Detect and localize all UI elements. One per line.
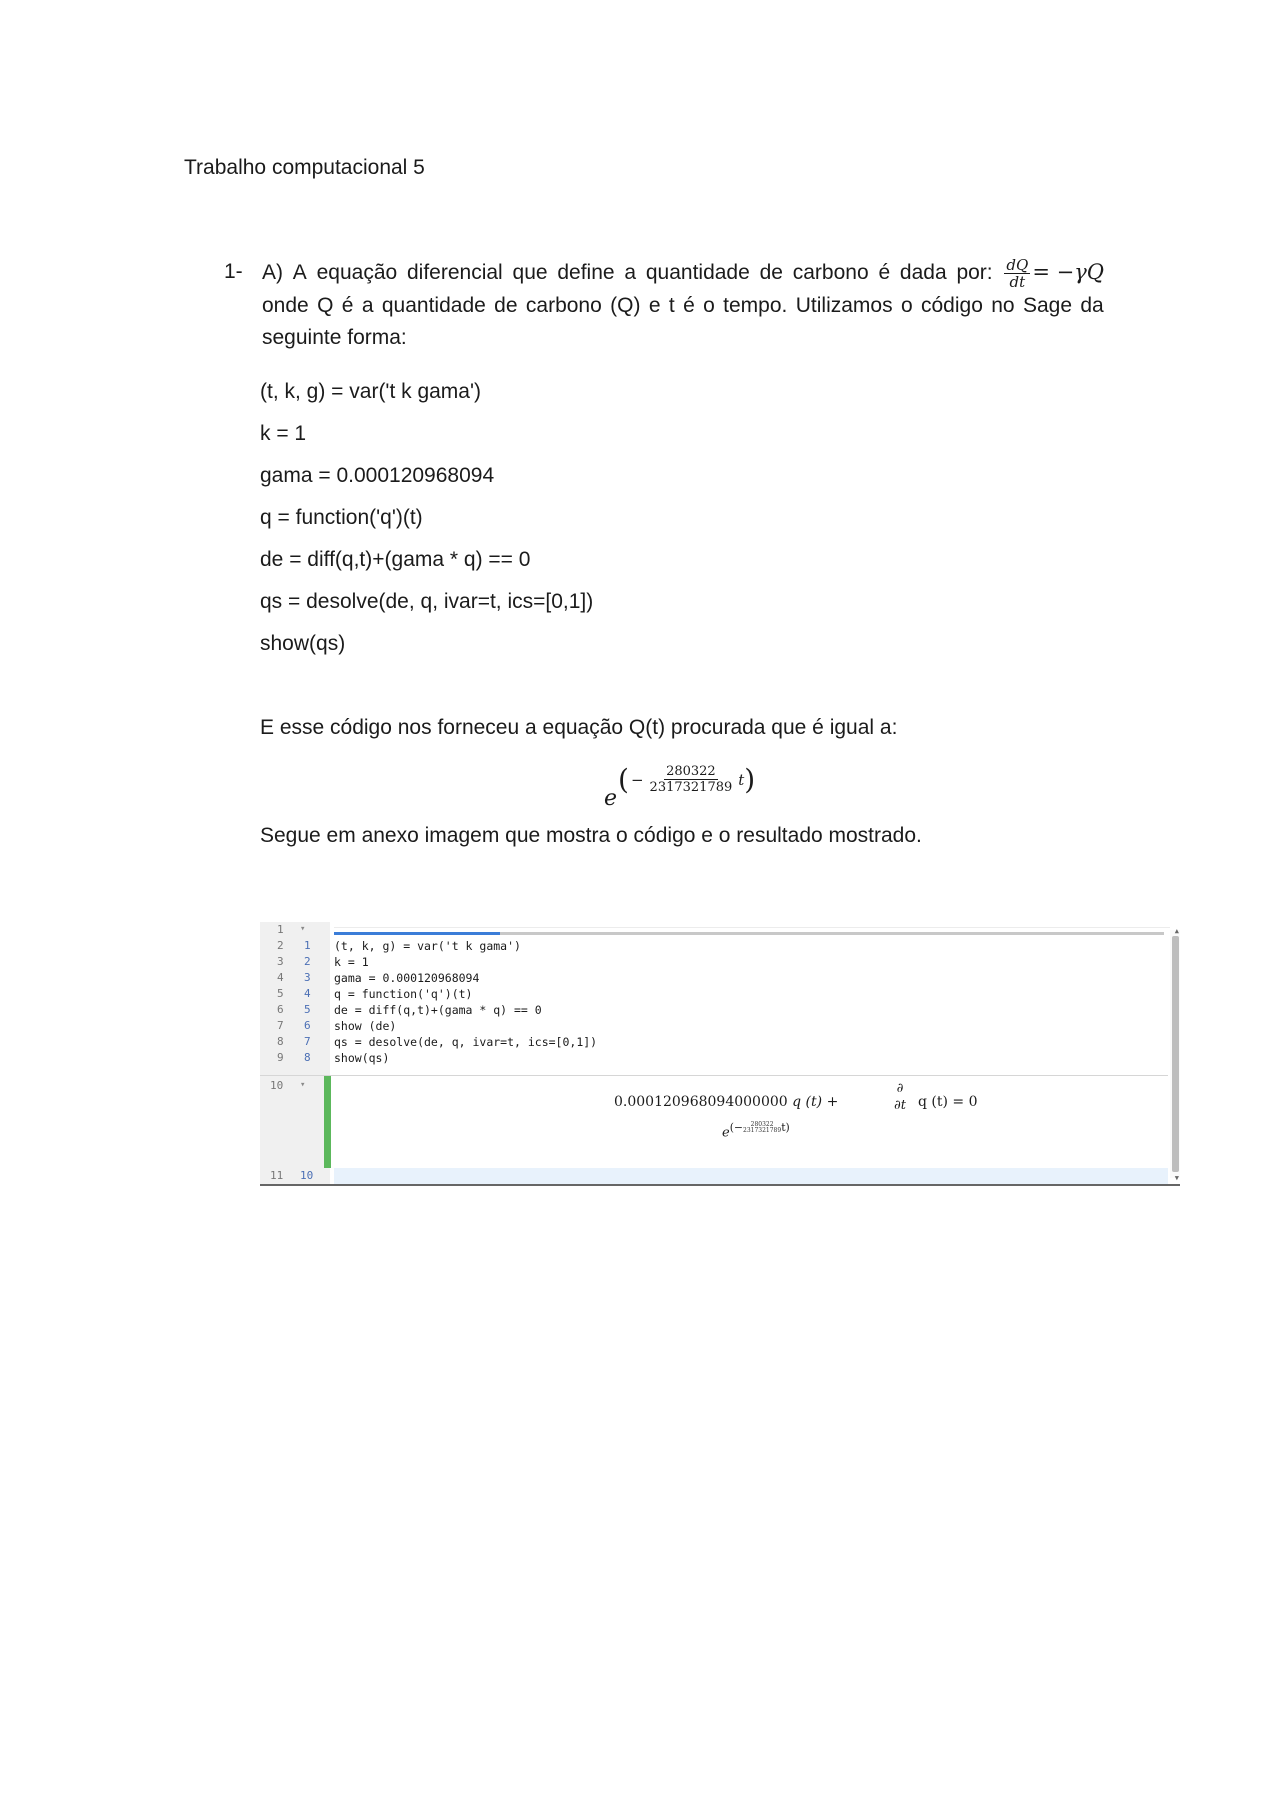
- code-line: show(qs): [260, 632, 346, 655]
- paragraph-word: quantidade: [645, 261, 750, 284]
- result-equation: [604, 764, 755, 811]
- paragraph-word: (Q): [610, 293, 641, 317]
- paragraph-word: o: [703, 293, 715, 317]
- output-fraction: 280322 2317321789: [743, 1121, 782, 1134]
- code-line: q = function('q')(t): [260, 506, 423, 529]
- paragraph-word: dada: [899, 261, 947, 284]
- output-equation-1: 0.000120968094000000 q (t) +: [614, 1094, 839, 1110]
- line-number: 6: [277, 1003, 284, 1016]
- ode-rhs: = −γQ: [1032, 260, 1104, 284]
- progress-fill: [334, 932, 500, 935]
- source-line-number: 2: [304, 955, 311, 968]
- paragraph-word: carbono: [525, 293, 602, 317]
- editor-code-line[interactable]: gama = 0.000120968094: [334, 971, 480, 985]
- paragraph-word: Sage: [1022, 293, 1073, 317]
- line-number: 3: [277, 955, 284, 968]
- ode-denominator: dt: [1009, 272, 1026, 291]
- source-line-number: 8: [304, 1051, 311, 1064]
- line-number: 10: [270, 1079, 284, 1092]
- line-number: 1: [277, 923, 284, 936]
- paragraph-word: diferencial: [406, 261, 503, 284]
- fold-marker-icon[interactable]: ▾: [300, 924, 306, 934]
- paragraph-word: é: [341, 293, 354, 317]
- paragraph-word: t: [668, 293, 675, 317]
- line-number: 7: [277, 1019, 284, 1032]
- editor-code-line[interactable]: q = function('q')(t): [334, 987, 473, 1001]
- editor-code-line[interactable]: (t, k, g) = var('t k gama'): [334, 939, 521, 953]
- scroll-down-icon[interactable]: ▼: [1174, 1174, 1179, 1182]
- source-line-number: 4: [304, 987, 311, 1000]
- editor-code-line[interactable]: k = 1: [334, 955, 369, 969]
- paragraph-word: a: [624, 261, 637, 284]
- line-number: 5: [277, 987, 284, 1000]
- paragraph-word: código: [921, 293, 983, 317]
- partial-derivative: ∂ ∂t: [894, 1081, 906, 1113]
- line-number: 11: [270, 1169, 284, 1182]
- result-base: e: [604, 786, 618, 811]
- paragraph-line-1: [262, 256, 1104, 290]
- paragraph-word: que: [512, 261, 548, 284]
- editor-code-line[interactable]: de = diff(q,t)+(gama * q) == 0: [334, 1003, 542, 1017]
- paragraph-word: é: [683, 293, 695, 317]
- line-number: 4: [277, 971, 284, 984]
- output-area: [334, 1076, 1168, 1168]
- line-number: 9: [277, 1051, 284, 1064]
- paragraph-word: define: [557, 261, 615, 284]
- paragraph-word: no: [991, 293, 1015, 317]
- paragraph-word: carbono: [792, 261, 869, 284]
- code-line: qs = desolve(de, q, ivar=t, ics=[0,1]): [260, 590, 594, 613]
- scroll-up-icon[interactable]: ▲: [1174, 927, 1179, 935]
- item-body: [262, 256, 1104, 354]
- paragraph-word: quantidade: [381, 293, 486, 317]
- paragraph-word: a: [361, 293, 374, 317]
- line-number: 8: [277, 1035, 284, 1048]
- document-title: Trabalho computacional 5: [184, 156, 425, 179]
- result-fraction: $\frac{280322}{2317321789}$: [649, 764, 733, 795]
- paragraph-word: da: [1080, 293, 1104, 317]
- source-line-number: 7: [304, 1035, 311, 1048]
- scrollbar-thumb[interactable]: [1172, 936, 1179, 1172]
- editor-code-line[interactable]: show(qs): [334, 1051, 390, 1065]
- item-number: 1-: [224, 260, 243, 283]
- paragraph-word: é: [878, 261, 891, 284]
- paragraph-word: o: [900, 293, 913, 317]
- source-line-number: 1: [304, 939, 311, 952]
- paragraph-word: de: [759, 261, 783, 284]
- ode-expression: [1002, 256, 1104, 290]
- sage-editor-screenshot: [260, 922, 1180, 1186]
- paragraph-word: Utilizamos: [795, 293, 893, 317]
- source-line-number: 5: [304, 1003, 311, 1016]
- output-equation-1-rhs: q (t) = 0: [918, 1094, 978, 1110]
- paragraph-word: A): [262, 261, 283, 284]
- source-line-number: 6: [304, 1019, 311, 1032]
- source-line-number: 3: [304, 971, 311, 984]
- result-var: t: [738, 770, 745, 789]
- output-equation-2: $e^{(- 280322 2317321789t)}$: [722, 1121, 790, 1141]
- line-gutter: [260, 922, 330, 1184]
- paragraph-word: Q: [317, 293, 334, 317]
- paragraph-word: equação: [316, 261, 398, 284]
- fold-marker-icon[interactable]: ▾: [300, 1080, 306, 1090]
- code-line: de = diff(q,t)+(gama * q) == 0: [260, 548, 531, 571]
- code-line: (t, k, g) = var('t k gama'): [260, 380, 481, 403]
- ode-fraction: [1004, 257, 1030, 290]
- result-exponent: ( − $\frac{280322}{2317321789}$ t ): [618, 762, 756, 796]
- line-number: 2: [277, 939, 284, 952]
- active-line-highlight[interactable]: [334, 1168, 1168, 1184]
- editor-code-line[interactable]: qs = desolve(de, q, ivar=t, ics=[0,1]): [334, 1035, 598, 1049]
- paragraph-word: A: [292, 261, 307, 284]
- result-intro: E esse código nos forneceu a equação Q(t) procurada que é igual a:: [260, 716, 898, 739]
- editor-code-line[interactable]: show (de): [334, 1019, 397, 1033]
- result-minus: −: [630, 770, 644, 789]
- ode-numerator: dQ: [1006, 255, 1029, 274]
- paragraph-word: tempo.: [723, 293, 788, 317]
- paragraph-line-2: [262, 290, 1104, 322]
- paragraph-word: de: [494, 293, 518, 317]
- paragraph-word: por:: [956, 261, 993, 284]
- paragraph-word: e: [648, 293, 661, 317]
- output-indicator: [324, 1076, 331, 1168]
- code-line: k = 1: [260, 422, 307, 445]
- tab-strip: [334, 922, 1170, 928]
- source-line-number: 10: [300, 1169, 314, 1182]
- code-line: gama = 0.000120968094: [260, 464, 495, 487]
- paragraph-line-3: seguinte forma:: [262, 325, 407, 349]
- annex-text: Segue em anexo imagem que mostra o código e o resultado mostrado.: [260, 824, 922, 847]
- paragraph-word: onde: [262, 293, 309, 317]
